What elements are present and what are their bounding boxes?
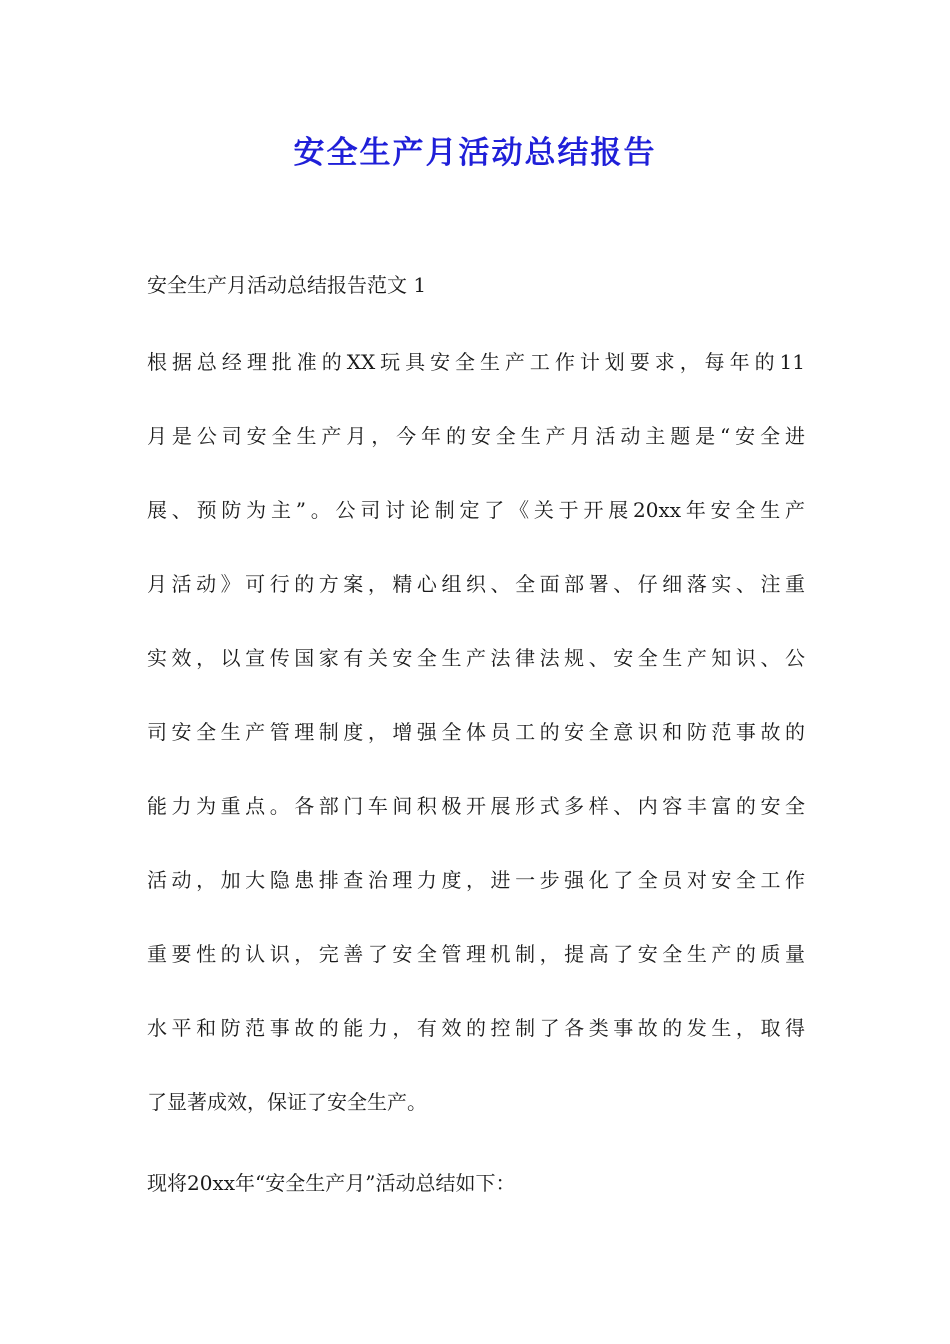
paragraph-line: 重要性的认识，完善了安全管理机制，提高了安全生产的质量 [147,942,805,966]
paragraph-line: 水平和防范事故的能力，有效的控制了各类事故的发生，取得 [147,1016,805,1040]
document-subtitle: 安全生产月活动总结报告范文 1 [147,273,427,297]
paragraph-line: 实效，以宣传国家有关安全生产法律法规、安全生产知识、公 [147,646,805,670]
paragraph-line: 月是公司安全生产月，今年的安全生产月活动主题是“安全进 [147,424,805,448]
paragraph-line: 了显著成效，保证了安全生产。 [147,1090,427,1114]
closing-sentence: 现将20xx年“安全生产月”活动总结如下： [147,1171,516,1195]
paragraph-line: 根据总经理批准的XX玩具安全生产工作计划要求，每年的11 [147,350,805,374]
paragraph-line: 活动，加大隐患排查治理力度，进一步强化了全员对安全工作 [147,868,805,892]
paragraph-line: 月活动》可行的方案，精心组织、全面部署、仔细落实、注重 [147,572,805,596]
body-paragraph [147,342,805,1156]
paragraph-line: 能力为重点。各部门车间积极开展形式多样、内容丰富的安全 [147,794,805,818]
paragraph-line: 展、预防为主”。公司讨论制定了《关于开展20xx年安全生产 [147,498,805,522]
document-title: 安全生产月活动总结报告 [293,135,657,171]
paragraph-line: 司安全生产管理制度，增强全体员工的安全意识和防范事故的 [147,720,805,744]
